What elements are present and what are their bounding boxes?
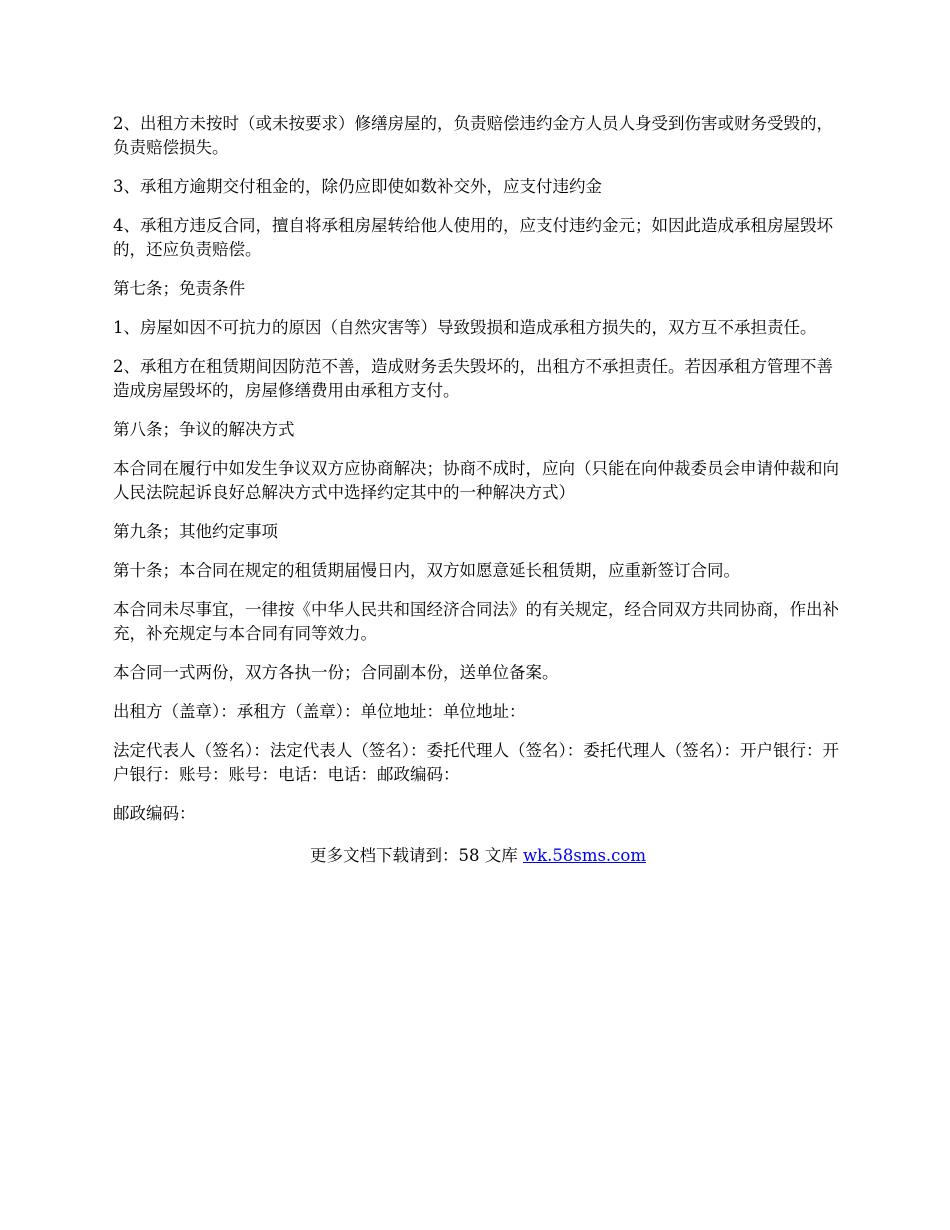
paragraph-dispute: 本合同在履行中如发生争议双方应协商解决；协商不成时，应向（只能在向仲裁委员会申请仲裁和向人民法院起诉良好总解决方式中选择约定其中的一种解决方式） [113,459,839,502]
paragraph-clause-3: 3、承租方逾期交付租金的，除仍应即使如数补交外，应支付违约金 [113,177,602,196]
paragraph-clause-4: 4、承租方违反合同，擅自将承租房屋转给他人使用的，应支付违约金元；如因此造成承租房屋毁坏的，还应负责赔偿。 [113,216,833,259]
signature-seal-line: 出租方（盖章）：承租方（盖章）：单位地址：单位地址： [113,702,526,721]
paragraph-exemption-1: 1、房屋如因不可抗力的原因（自然灾害等）导致毁损和造成承租方损失的，双方互不承担责任。 [113,318,817,337]
paragraph-supplement: 本合同未尽事宜，一律按《中华人民共和国经济合同法》的有关规定，经合同双方共同协商，作出补充，补充规定与本合同有同等效力。 [113,600,839,643]
paragraph-exemption-2: 2、承租方在租赁期间因防范不善，造成财务丢失毁坏的，出租方不承担责任。若因承租方管理不善造成房屋毁坏的，房屋修缮费用由承租方支付。 [113,357,833,400]
footer-download-note [113,844,843,868]
heading-article-8: 第八条；争议的解决方式 [113,420,295,439]
paragraph-copies: 本合同一式两份，双方各执一份；合同副本份，送单位备案。 [113,663,559,682]
document-page [113,112,843,868]
footer-text: 更多文档下载请到：58 文库 [309,846,523,865]
heading-article-7: 第七条；免责条件 [113,279,245,298]
paragraph-article-10: 第十条；本合同在规定的租赁期届慢日内，双方如愿意延长租赁期，应重新签订合同。 [113,561,740,580]
paragraph-clause-2: 2、出租方未按时（或未按要求）修缮房屋的，负责赔偿违约金方人员人身受到伤害或财务受毁的，负责赔偿损失。 [113,114,833,157]
postal-code-line: 邮政编码： [113,804,196,823]
footer-link[interactable]: wk.58sms.com [522,846,646,865]
heading-article-9: 第九条；其他约定事项 [113,522,278,541]
signature-representative-line: 法定代表人（签名）：法定代表人（签名）：委托代理人（签名）：委托代理人（签名）：开户银行：开户银行：账号：账号：电话：电话：邮政编码： [113,741,839,784]
